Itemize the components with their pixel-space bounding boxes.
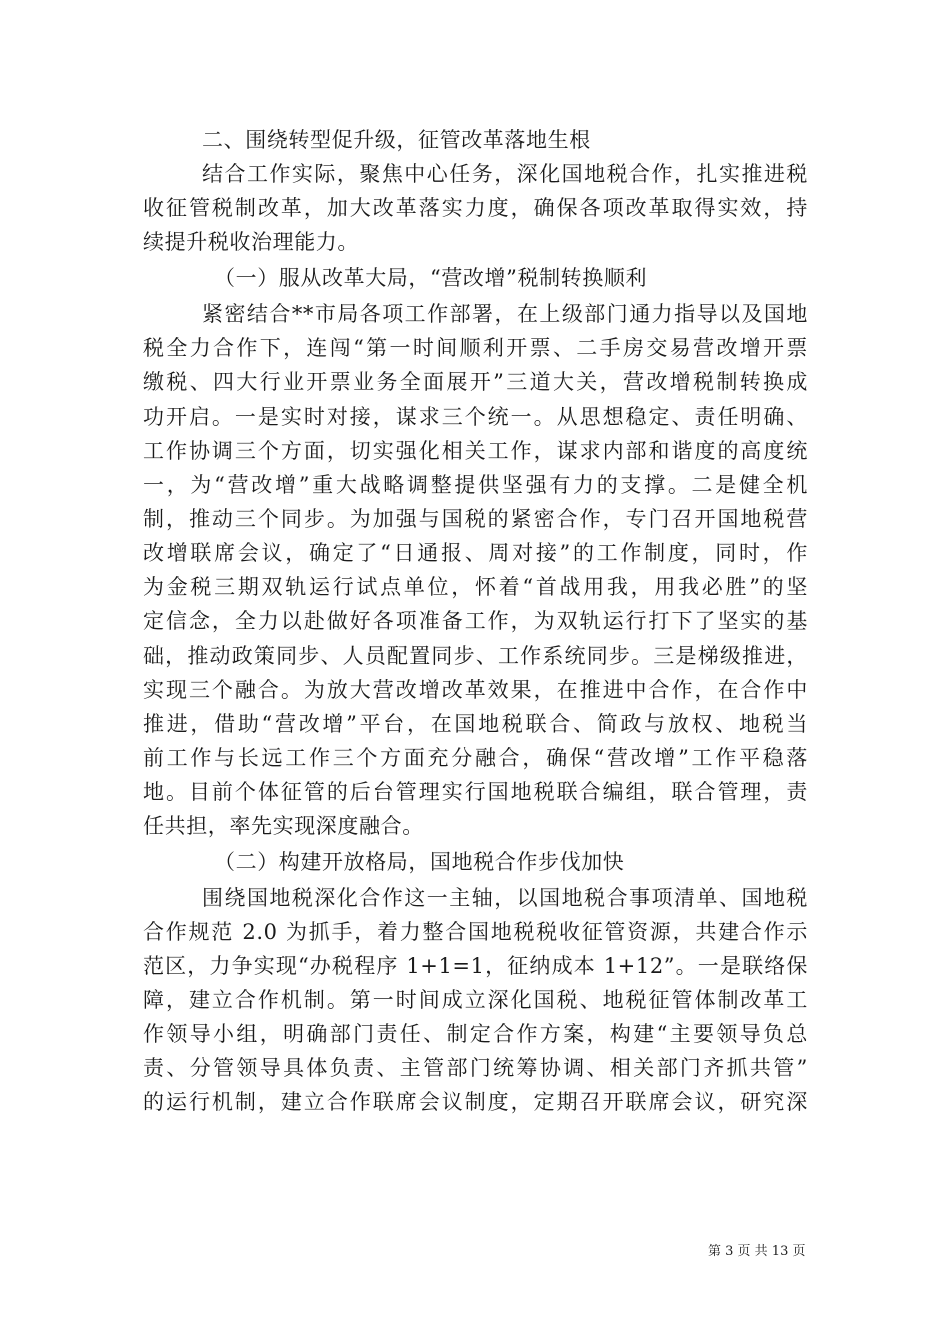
subsection-heading: （二）构建开放格局，国地税合作步伐加快 [214,850,625,874]
paragraph-line: 定信念，全力以赴做好各项准备工作，为双轨运行打下了坚实的基 [143,609,808,633]
paragraph-line: 为金税三期双轨运行试点单位，怀着“首战用我，用我必胜”的坚 [143,575,808,599]
paragraph-line: 缴税、四大行业开票业务全面展开”三道大关，营改增税制转换成 [143,370,808,394]
paragraph-line: 制，推动三个同步。为加强与国税的紧密合作，专门召开国地税营 [143,507,808,531]
paragraph-line: 一，为“营改增”重大战略调整提供坚强有力的支撑。二是健全机 [143,473,808,497]
paragraph-line: 的运行机制，建立合作联席会议制度，定期召开联席会议，研究深 [143,1090,808,1114]
paragraph-line: 合作规范 2.0 为抓手，着力整合国地税税收征管资源，共建合作示 [143,920,808,944]
paragraph-line: 责、分管领导具体负责、主管部门统筹协调、相关部门齐抓共管” [143,1056,808,1080]
paragraph-line: 功开启。一是实时对接，谋求三个统一。从思想稳定、责任明确、 [143,405,808,429]
subsection-heading: （一）服从改革大局，“营改增”税制转换顺利 [214,266,648,290]
paragraph-line: 收征管税制改革，加大改革落实力度，确保各项改革取得实效，持 [143,196,808,220]
paragraph-line: 改增联席会议，确定了“日通报、周对接”的工作制度，同时，作 [143,541,808,565]
paragraph-line: 工作协调三个方面，切实强化相关工作，谋求内部和谐度的高度统 [143,439,808,463]
paragraph-line: 地。目前个体征管的后台管理实行国地税联合编组，联合管理，责 [143,780,808,804]
paragraph-line: 结合工作实际，聚焦中心任务，深化国地税合作，扎实推进税 [202,162,808,186]
paragraph-line: 范区，力争实现“办税程序 1+1=1，征纳成本 1+12”。一是联络保 [143,954,808,978]
paragraph-line: 前工作与长远工作三个方面充分融合，确保“营改增”工作平稳落 [143,746,808,770]
paragraph-line: 任共担，率先实现深度融合。 [143,814,424,838]
paragraph-line: 实现三个融合。为放大营改增改革效果，在推进中合作，在合作中 [143,678,808,702]
paragraph-line: 紧密结合**市局各项工作部署，在上级部门通力指导以及国地 [202,302,808,326]
paragraph-line: 税全力合作下，连闯“第一时间顺利开票、二手房交易营改增开票 [143,336,808,360]
paragraph-line: 续提升税收治理能力。 [143,230,359,254]
section-heading: 二、围绕转型促升级，征管改革落地生根 [202,128,591,152]
paragraph-line: 础，推动政策同步、人员配置同步、工作系统同步。三是梯级推进， [143,644,808,668]
page-number: 第 3 页 共 13 页 [708,1244,806,1259]
paragraph-line: 障，建立合作机制。第一时间成立深化国税、地税征管体制改革工 [143,988,808,1012]
paragraph-line: 作领导小组，明确部门责任、制定合作方案，构建“主要领导负总 [143,1022,808,1046]
paragraph-line: 围绕国地税深化合作这一主轴，以国地税合事项清单、国地税 [202,886,808,910]
paragraph-line: 推进，借助“营改增”平台，在国地税联合、简政与放权、地税当 [143,712,808,736]
